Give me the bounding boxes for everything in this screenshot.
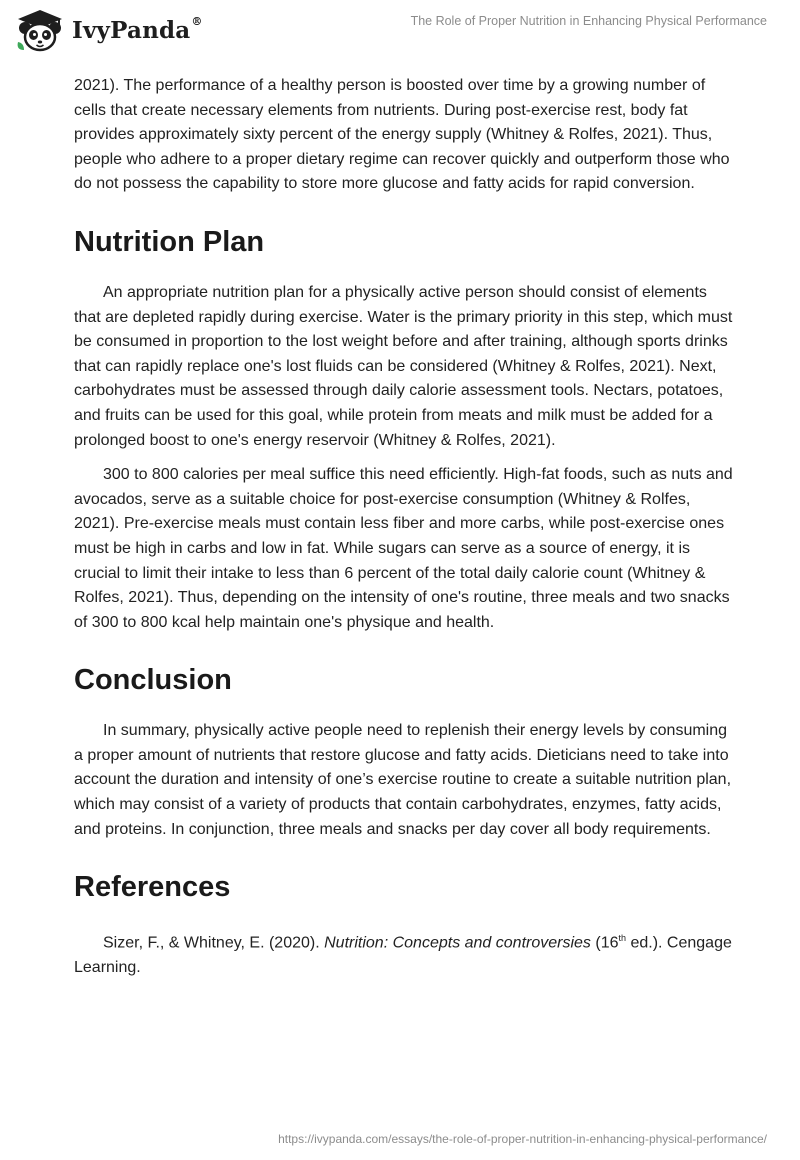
reference-edition-post: ed.). Cengage Learning. xyxy=(74,934,732,977)
ivypanda-logo[interactable] xyxy=(14,8,203,52)
essay-body xyxy=(74,74,734,981)
reference-authors: Sizer, F., & Whitney, E. (2020). xyxy=(103,934,325,952)
registered-mark: ® xyxy=(191,14,203,28)
intro-paragraph: 2021). The performance of a healthy person is boosted over time by a growing number of cells that create necessary elements from nutrients. During post-exercise rest, body fat provides approximately sixty percent of the energy supply (Whitney & Rolfes, 2021). Thus, people who adhere to a proper dietary regime can recover quickly and outperform those who do not possess the capability to store more glucose and fatty acids for rapid conversion. xyxy=(74,77,730,193)
reference-title: Nutrition: Concepts and controversies xyxy=(324,934,591,952)
heading-references: References xyxy=(74,871,231,904)
page-header xyxy=(0,0,800,70)
source-url[interactable]: https://ivypanda.com/essays/the-role-of-proper-nutrition-in-enhancing-physical-performance/ xyxy=(278,1132,767,1146)
heading-nutrition-plan: Nutrition Plan xyxy=(74,225,265,258)
conclusion-paragraph: In summary, physically active people need to replenish their energy levels by consuming a proper amount of nutrients that restore glucose and fatty acids. Dieticians need to take into account the duration and intensity of one’s exercise routine to create a suitable nutrition plan, which may consist of a variety of products that contain carbohydrates, enzymes, fatty acids, and proteins. In conjunction, three meals and snacks per day cover all body requirements. xyxy=(74,722,732,838)
panda-mascot-icon xyxy=(14,8,66,52)
brand-name: IvyPanda® xyxy=(72,14,203,44)
nutrition-plan-paragraph-1: An appropriate nutrition plan for a physically active person should consist of elements that are depleted rapidly during exercise. Water is the primary priority in this step, which must be consumed in proportion to the lost weight before and after training, although sports drinks that can rapidly replace one's lost fluids can be considered (Whitney & Rolfes, 2021). Next, carbohydrates must be assessed through daily calorie assessment tools. Nectars, potatoes, and fruits can be used for this goal, while protein from meats and milk must be added for a prolonged boost to one's energy reservoir (Whitney & Rolfes, 2021). xyxy=(74,283,733,449)
reference-edition-sup: th xyxy=(618,933,627,944)
heading-conclusion: Conclusion xyxy=(74,664,232,697)
reference-entry xyxy=(74,926,734,981)
running-title: The Role of Proper Nutrition in Enhancing Physical Performance xyxy=(410,14,767,28)
nutrition-plan-paragraph-2: 300 to 800 calories per meal suffice this need efficiently. High-fat foods, such as nuts and avocados, serve as a suitable choice for post-exercise consumption (Whitney & Rolfes, 2021). Pre-exercise meals must contain less fiber and more carbs, while post-exercise ones must be high in carbs and low in fat. While sugars can serve as a source of energy, it is crucial to limit their intake to less than 6 percent of the total daily calorie count (Whitney & Rolfes, 2021). Thus, depending on the intensity of one's routine, three meals and two snacks of 300 to 800 kcal help maintain one's physique and health. xyxy=(74,466,733,631)
reference-edition-pre: (16 xyxy=(590,934,619,952)
